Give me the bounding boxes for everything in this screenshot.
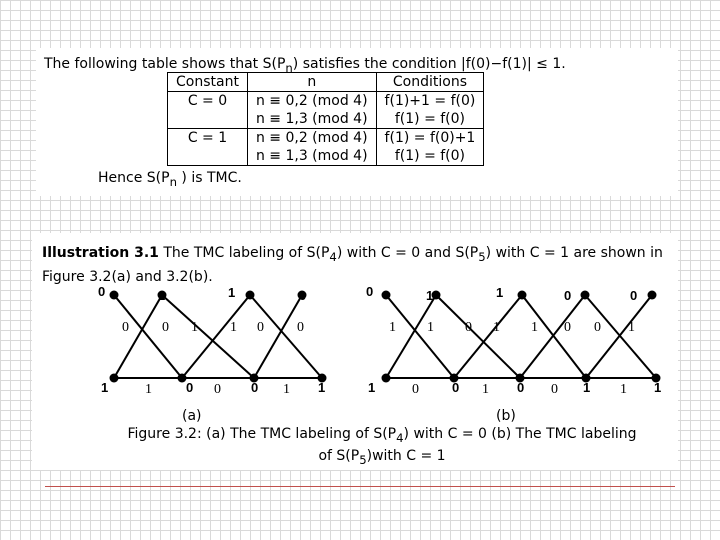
header-n: n: [247, 73, 376, 92]
vertex-label: 1: [496, 285, 504, 300]
vertex-label: 1: [368, 380, 376, 395]
figure-caption-line-1: Figure 3.2: (a) The TMC labeling of $S(P_4)$ with C = 0 (b) The TMC labeling: [127, 426, 637, 445]
figure-caption: [92, 425, 672, 469]
edge-label: 1: [531, 320, 538, 335]
illustration-panel: [32, 233, 678, 470]
table-header-row: [168, 73, 484, 92]
vertex-label: 1: [654, 380, 662, 395]
edge-label: 0: [412, 382, 419, 397]
vertex-label: 1: [318, 380, 326, 395]
edge-label: 0: [162, 320, 169, 335]
graph-b: [366, 284, 661, 424]
edge-label: 1: [283, 382, 290, 397]
edge-label: 1: [628, 320, 635, 335]
figure-caption-line-2: of $S(P_5)with$ C = 1: [318, 447, 446, 467]
vertex-label: 0: [630, 288, 638, 303]
condition-cell: f(1) = f(0): [376, 110, 484, 129]
edge-label: 0: [122, 320, 129, 335]
conditions-table: [167, 72, 484, 166]
edge-label: 0: [564, 320, 571, 335]
condition-cell: f(1) = f(0)+1: [376, 129, 484, 148]
vertex-label: 1: [101, 380, 109, 395]
edge-label: 1: [427, 320, 434, 335]
vertex-label: 1: [228, 285, 236, 300]
edge-label: 1: [389, 320, 396, 335]
n-cell: n ≡ 1,3 (mod 4): [247, 110, 376, 129]
edge-label: 0: [214, 382, 221, 397]
vertex-label: 0: [564, 288, 572, 303]
table-row: [168, 92, 484, 111]
edge-label: 0: [297, 320, 304, 335]
vertex-label: 0: [251, 380, 259, 395]
vertex-label: 0: [517, 380, 525, 395]
vertex-label: 1: [158, 288, 166, 303]
header-constant: Constant: [168, 73, 248, 92]
condition-cell: f(1) = f(0): [376, 147, 484, 166]
edge-label: 1: [191, 320, 198, 335]
table-panel: [36, 48, 678, 196]
table-row: [168, 129, 484, 148]
subfigure-caption-a: (a): [182, 408, 202, 424]
footer-divider: [45, 486, 675, 487]
n-cell: n ≡ 0,2 (mod 4): [247, 129, 376, 148]
illustration-heading: Illustration 3.1: [42, 245, 159, 261]
edge-label: 0: [257, 320, 264, 335]
edge-label: 1: [620, 382, 627, 397]
vertex-label: 0: [452, 380, 460, 395]
n-cell: n ≡ 0,2 (mod 4): [247, 92, 376, 111]
subfigure-caption-b: (b): [496, 408, 516, 424]
condition-cell: f(1)+1 = f(0): [376, 92, 484, 111]
edge-label: 0: [551, 382, 558, 397]
conclusion-text: Hence $S(P_n$ ) is TMC.: [98, 170, 242, 189]
intro-text: The following table shows that $S(P_n)$ satisfies the condition |f(0)−f(1)| ≤ 1.: [44, 56, 566, 75]
n-cell: n ≡ 1,3 (mod 4): [247, 147, 376, 166]
edge-label: 0: [594, 320, 601, 335]
edge-label: 1: [230, 320, 237, 335]
header-conditions: Conditions: [376, 73, 484, 92]
vertex-label: 1: [426, 288, 434, 303]
vertex-label: 0: [98, 284, 106, 299]
vertex-label: 1: [583, 380, 591, 395]
constant-cell: C = 0: [168, 92, 248, 129]
vertex-label: 0: [299, 288, 307, 303]
edge-label: 1: [482, 382, 489, 397]
edge-label: 1: [493, 320, 500, 335]
graph-a: [98, 284, 327, 424]
illustration-text: Illustration 3.1 The TMC labeling of $S(P_4)$ with C = 0 and $S(P_5)$ with C = 1 are shown in Figure 3.2(a) and 3.2(b).: [42, 245, 663, 285]
edge-label: 0: [465, 320, 472, 335]
constant-cell: C = 1: [168, 129, 248, 166]
vertex-label: 0: [186, 380, 194, 395]
edge-label: 1: [145, 382, 152, 397]
vertex-label: 0: [366, 284, 374, 299]
